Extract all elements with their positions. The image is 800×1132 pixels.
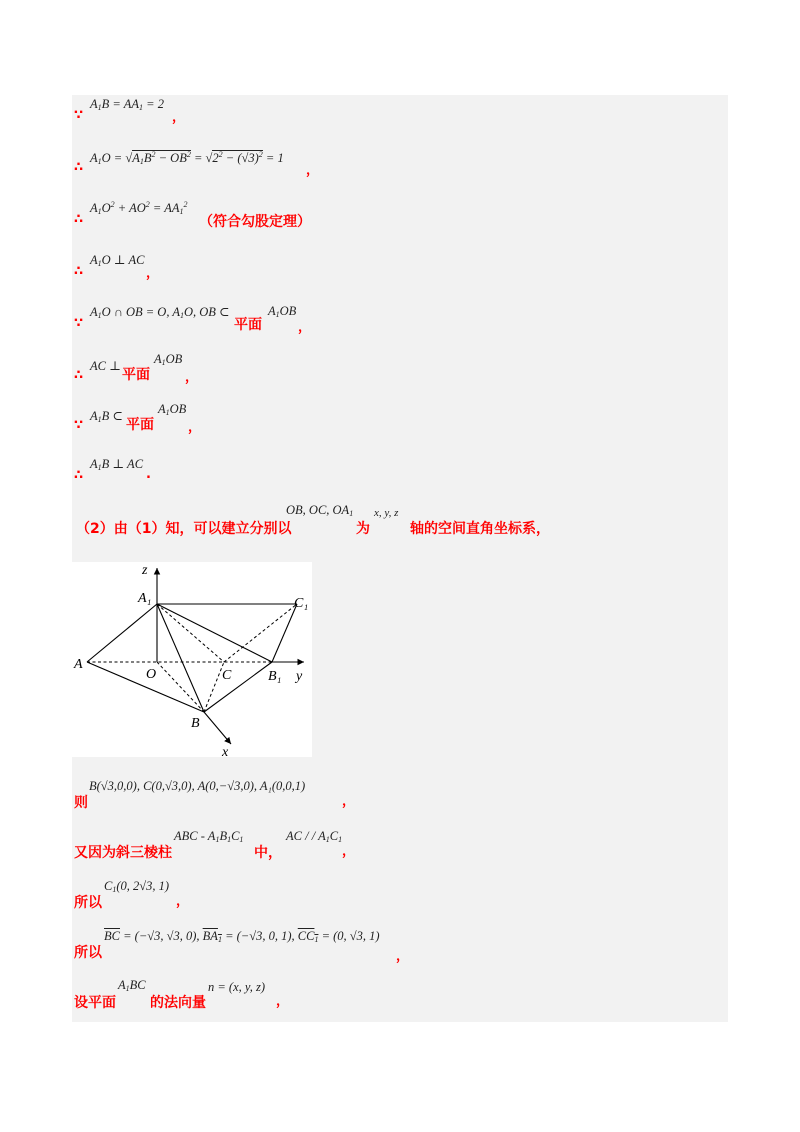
because-symbol: ∵ [74, 418, 84, 433]
label-C: C [222, 668, 232, 683]
prism-figure [72, 562, 312, 757]
prism-diagram [72, 562, 312, 757]
text-l10: 则 [74, 795, 88, 811]
label-A1: A₁ [138, 591, 152, 606]
comma: ， [342, 844, 356, 859]
text-l11b: 中， [254, 845, 282, 861]
label-O: O [146, 667, 157, 682]
text-l12: 所以 [74, 895, 102, 911]
comma: ， [172, 110, 186, 125]
x-axis [204, 712, 231, 744]
edge-aa1 [87, 604, 157, 662]
math-l5b: $A_1OB$ [268, 304, 297, 319]
word-plane: 平面 [122, 367, 150, 383]
text-l13: 所以 [74, 945, 102, 961]
math-l7: $A_1B$ ⊂ [90, 409, 123, 424]
comma: ， [298, 320, 312, 335]
edge-c1b1 [272, 604, 297, 662]
text-l9c: 轴的空间直角坐标系， [410, 521, 550, 537]
therefore-symbol: ∴ [74, 264, 84, 279]
word-plane: 平面 [234, 317, 262, 333]
math-l6: AC ⊥ [90, 359, 121, 373]
therefore-symbol: ∴ [74, 368, 84, 383]
note-pythagoras: （符合勾股定理） [199, 214, 311, 230]
math-l2: $A_1O = √A_1B^2 - OB^2 = √2^2 - (√3)^2 = 1$ [90, 150, 284, 166]
period: . [146, 467, 151, 482]
math-l7b: $A_1OB$ [158, 402, 187, 417]
therefore-symbol: ∴ [74, 468, 84, 483]
math-l4: $A_1O$ ⊥ AC [90, 253, 145, 268]
label-B: B [191, 716, 200, 731]
math-l8: $A_1B$ ⊥ AC [90, 457, 144, 472]
math-l9a: OB, OC, $OA_1$ [286, 503, 354, 518]
math-l1: $A_1B = AA_1 = 2$ [90, 97, 164, 112]
dashed-cc1 [224, 604, 297, 662]
label-x: x [222, 745, 229, 757]
edge-a1b1 [157, 604, 272, 662]
math-l13: $\overline{BC} = (-√3$, √3, 0), $BA_1 = (-√3$, 0, 1), $CC_1 = (0$, √3, 1) [104, 929, 380, 944]
text-l11a: 又因为斜三棱柱 [74, 845, 172, 861]
text-l14a: 设平面 [74, 995, 116, 1011]
because-symbol: ∵ [74, 316, 84, 331]
edge-bb1 [204, 662, 272, 712]
dashed-ob [157, 662, 204, 712]
label-y: y [296, 669, 303, 684]
comma: ， [342, 794, 356, 809]
math-l6b: $A_1OB$ [154, 352, 183, 367]
comma: ， [176, 894, 190, 909]
comma: ， [396, 949, 410, 964]
math-l11b: AC / / $A_1C_1$ [286, 829, 343, 844]
comma: ， [276, 994, 290, 1009]
math-l14b: n = (x, y, z) [208, 980, 266, 994]
content-panel [72, 95, 728, 1022]
comma: ， [188, 420, 202, 435]
text-l14b: 的法向量 [150, 995, 206, 1011]
label-A: A [74, 657, 83, 672]
comma: ， [146, 266, 160, 281]
comma: ， [185, 370, 199, 385]
because-symbol: ∵ [74, 108, 84, 123]
math-l3: $A_1O^2 + AO^2 = AA_1^2$ [90, 200, 188, 216]
therefore-symbol: ∴ [74, 160, 84, 175]
text-l9a: （2）由（1）知，可以建立分别以 [76, 521, 292, 537]
label-C1: C₁ [294, 596, 309, 611]
therefore-symbol: ∴ [74, 212, 84, 227]
label-B1: B₁ [268, 669, 282, 684]
edge-a1b [157, 604, 204, 712]
label-z: z [142, 563, 148, 578]
word-plane: 平面 [126, 417, 154, 433]
text-l9b: 为 [356, 521, 370, 537]
math-l10: B(√3,0,0), C(0,√3,0), A(0,−√3,0), A₁(0,0,1) [89, 779, 306, 793]
math-l9b: x, y, z [374, 507, 399, 519]
math-l14a: $A_1BC$ [118, 978, 146, 993]
math-l11a: ABC - $A_1B_1C_1$ [174, 829, 244, 844]
comma: ， [306, 163, 320, 178]
math-l5: $A_1O$ ∩ OB = O, $A_1O$, OB ⊂ [90, 305, 230, 320]
math-l12: $C_1(0$, 2√3, 1) [104, 879, 170, 894]
